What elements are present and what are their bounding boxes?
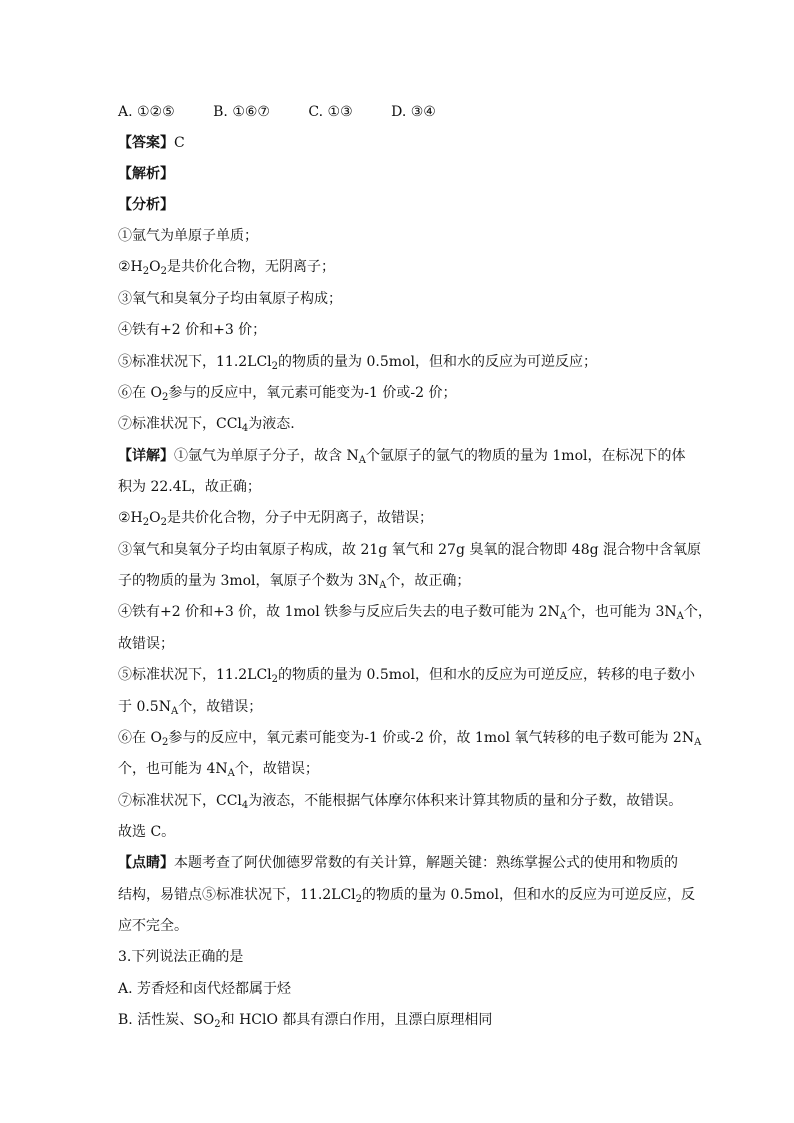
detail-line-1b: 积为 22.4L，故正确；	[118, 479, 261, 495]
detail-line-6b: 个，也可能为 $4N_A$个，故错误；	[118, 761, 319, 779]
comment-line-1: 【点睛】本题考查了阿伏伽德罗常数的有关计算，解题关键：熟练掌握公式的使用和物质的	[118, 855, 678, 871]
comment-line-3: 应不完全。	[118, 918, 188, 934]
answer-value: C	[174, 135, 185, 151]
analysis-line-2: $②H_2O_2$是共价化合物，无阴离子；	[118, 259, 335, 277]
question-3-stem: 3.下列说法正确的是	[118, 949, 244, 965]
detail-line-1: 【详解】①氩气为单原子分子，故含 $N_A$个氩原子的氩气的物质的量为 1mol，在标况下的体	[118, 448, 686, 466]
analysis-line-7: ⑦标准状况下，CCl$_4$为液态.	[118, 416, 295, 434]
analysis-line-3: ③氧气和臭氧分子均由氧原子构成；	[118, 291, 342, 307]
detail-line-6: ⑥在 $O_2$参与的反应中，氧元素可能变为-1 价或-2 价，故 1mol 氧气转移的电子数可能为 $2N_A$	[118, 730, 702, 748]
detail-label: 【详解】	[118, 448, 174, 464]
detail-line-2: $②H_2O_2$是共价化合物，分子中无阴离子，故错误；	[118, 510, 433, 528]
detail-line-3: ③氧气和臭氧分子均由氧原子构成，故 21g 氧气和 27g 臭氧的混合物即 48g 混合物中含氧原	[118, 542, 702, 558]
jiexi-heading: 【解析】	[118, 166, 174, 182]
detail-line-4b: 故错误；	[118, 636, 174, 652]
analysis-line-4: ④铁有+2 价和+3 价；	[118, 322, 267, 338]
q2-options	[118, 102, 436, 122]
detail-line-8: 故选 C。	[118, 824, 176, 840]
fenxi-heading: 【分析】	[118, 197, 174, 213]
detail-line-5b: 于 $0.5N_A$个，故错误；	[118, 699, 263, 717]
option-c: C. ①③	[308, 104, 353, 120]
option-d: D. ③④	[391, 104, 436, 120]
detail-line-4: ④铁有+2 价和+3 价，故 1mol 铁参与反应后失去的电子数可能为 $2N_A$个，也可能为 $3N_A$个，	[118, 604, 712, 622]
analysis-line-1: ①氩气为单原子单质；	[118, 228, 258, 244]
analysis-line-6: ⑥在 $O_2$参与的反应中，氧元素可能变为-1 价或-2 价；	[118, 385, 457, 403]
question-3-option-a: A. 芳香烃和卤代烃都属于烃	[118, 981, 292, 997]
comment-line-2: 结构，易错点⑤标准状况下，11.2LCl$_2$的物质的量为 0.5mol，但和水的反应为可逆反应，反	[118, 887, 695, 905]
question-3-option-b: B. 活性炭、$SO_2$和 HClO 都具有漂白作用，且漂白原理相同	[118, 1012, 493, 1030]
analysis-line-5: ⑤标准状况下，11.2LCl$_2$的物质的量为 0.5mol，但和水的反应为可逆反应；	[118, 354, 597, 372]
answer-line	[118, 133, 185, 153]
option-a: A. ①②⑤	[118, 104, 175, 120]
answer-label: 【答案】	[118, 135, 174, 151]
comment-label: 【点睛】	[118, 855, 174, 871]
detail-line-7: ⑦标准状况下，CCl$_4$为液态，不能根据气体摩尔体积来计算其物质的量和分子数，故错误。	[118, 793, 683, 811]
detail-line-5: ⑤标准状况下，11.2LCl$_2$的物质的量为 0.5mol，但和水的反应为可逆反应，转移的电子数小	[118, 667, 695, 685]
detail-line-3b: 子的物质的量为 3mol，氧原子个数为 $3N_A$个，故正确；	[118, 573, 471, 591]
option-b: B. ①⑥⑦	[213, 104, 270, 120]
